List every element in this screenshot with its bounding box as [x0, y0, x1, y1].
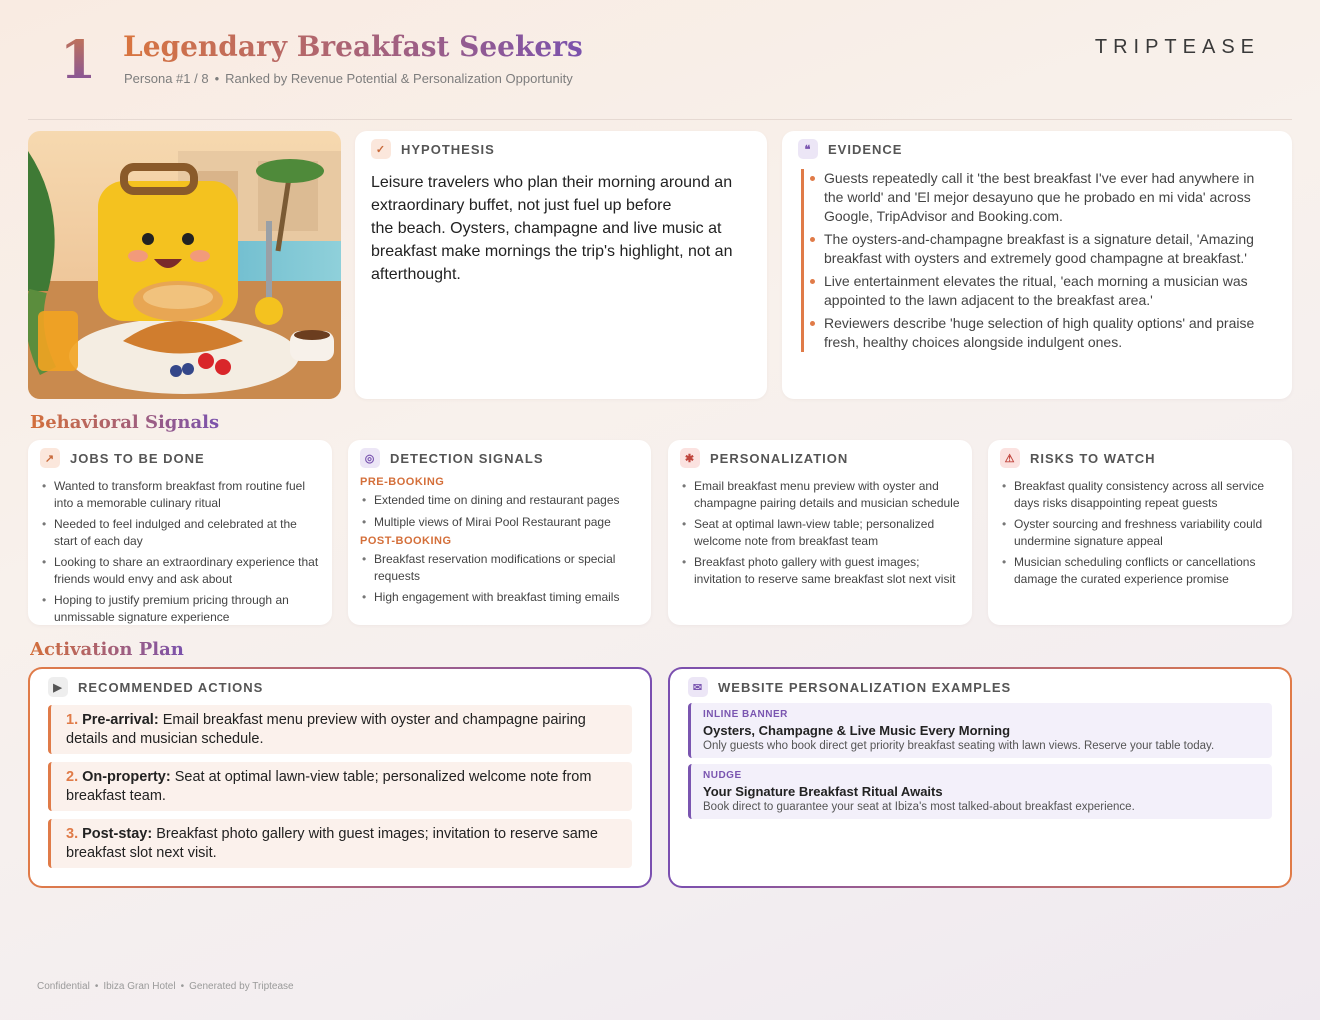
example-headline: Oysters, Champagne & Live Music Every Morning: [703, 723, 1011, 738]
activation-plan-title: Activation Plan: [30, 639, 184, 660]
page-header: [28, 24, 1292, 120]
action-item: [48, 819, 632, 868]
hypothesis-text: Leisure travelers who plan their morning around an extraordinary buffet, not just fuel up before the beach. Oysters, champagne and live music at breakfast make mornings the trip's highlight, not an afterthought.: [371, 174, 733, 283]
example-inline-banner: [688, 703, 1272, 758]
detection-label: DETECTION SIGNALS: [390, 450, 544, 466]
example-body: Only guests who book direct get priority breakfast seating with lawn views. Reserve your table today.: [703, 740, 1215, 752]
list-item: • Oyster sourcing and freshness variability could undermine signature appeal: [1000, 516, 1280, 549]
separator-dot: •: [180, 981, 185, 992]
pre-booking-list: [360, 492, 639, 530]
risks-label: RISKS TO WATCH: [1030, 450, 1156, 466]
hypothesis-card: [355, 131, 767, 399]
separator-dot: •: [94, 981, 99, 992]
action-text: Breakfast photo gallery with guest images; invitation to reserve same breakfast slot next visit.: [66, 826, 598, 861]
ranking-text: Ranked by Revenue Potential & Personalization Opportunity: [225, 71, 573, 86]
list-item: • Breakfast photo gallery with guest images; invitation to reserve same breakfast slot next visit: [680, 554, 960, 587]
persona-index: Persona #1 / 8: [124, 71, 209, 86]
jobs-card: [28, 440, 332, 625]
examples-label: WEBSITE PERSONALIZATION EXAMPLES: [718, 679, 1012, 695]
actions-header: [48, 677, 632, 697]
personalization-card: [668, 440, 972, 625]
action-item: [48, 762, 632, 811]
behavioral-signals-title: Behavioral Signals: [30, 412, 220, 433]
checkmark-icon: ✓: [371, 139, 391, 159]
actions-label: RECOMMENDED ACTIONS: [78, 679, 264, 695]
detection-card: [348, 440, 651, 625]
warning-icon: ⚠: [1000, 448, 1020, 468]
hypothesis-label: HYPOTHESIS: [401, 141, 495, 157]
list-item: • Multiple views of Mirai Pool Restaurant page: [360, 514, 639, 531]
list-item: • Musician scheduling conflicts or cancellations damage the curated experience promise: [1000, 554, 1280, 587]
examples-header: [688, 677, 1272, 697]
list-item: • Wanted to transform breakfast from routine fuel into a memorable culinary ritual: [40, 478, 320, 511]
quote-icon: ❝: [798, 139, 818, 159]
envelope-icon: ✉: [688, 677, 708, 697]
example-tag: NUDGE: [703, 770, 742, 781]
example-body: Book direct to guarantee your seat at Ibiza's most talked-about breakfast experience.: [703, 801, 1135, 813]
list-item: • Looking to share an extraordinary experience that friends would envy and ask about: [40, 554, 320, 587]
action-label: On-property:: [82, 769, 171, 785]
risks-card: [988, 440, 1292, 625]
action-label: Post-stay:: [82, 826, 153, 842]
list-item: • Seat at optimal lawn-view table; personalized welcome note from breakfast team: [680, 516, 960, 549]
footer-confidential: Confidential: [37, 981, 90, 992]
website-examples-box: [668, 667, 1292, 888]
example-headline: Your Signature Breakfast Ritual Awaits: [703, 784, 943, 799]
persona-illustration: [28, 131, 341, 399]
jobs-header: [40, 448, 320, 468]
personalization-header: [680, 448, 960, 468]
play-icon: ▶: [48, 677, 68, 697]
evidence-label: EVIDENCE: [828, 141, 903, 157]
post-booking-list: [360, 551, 639, 606]
list-item: • Email breakfast menu preview with oyster and champagne pairing details and musician schedule: [680, 478, 960, 511]
brand-logo: TRIPTEASE: [1094, 36, 1260, 58]
evidence-card: [782, 131, 1292, 399]
recommended-actions-box: [28, 667, 652, 888]
detection-header: [360, 448, 639, 468]
action-text: Seat at optimal lawn-view table; personalized welcome note from breakfast team.: [66, 769, 592, 804]
footer-generated: Generated by Triptease: [189, 981, 294, 992]
personalization-label: PERSONALIZATION: [710, 450, 849, 466]
footer-hotel: Ibiza Gran Hotel: [103, 981, 176, 992]
personalization-list: [680, 478, 960, 587]
hypothesis-header: [371, 139, 751, 159]
evidence-list: [801, 169, 1276, 352]
asterisk-icon: ✱: [680, 448, 700, 468]
post-booking-label: POST-BOOKING: [360, 535, 452, 547]
page-title: Legendary Breakfast Seekers: [123, 30, 583, 63]
target-icon: ◎: [360, 448, 380, 468]
arrow-up-right-icon: ↗: [40, 448, 60, 468]
persona-number: 1: [60, 30, 97, 91]
page-subtitle: [124, 71, 573, 86]
list-item: • Needed to feel indulged and celebrated at the start of each day: [40, 516, 320, 549]
list-item: • Breakfast quality consistency across all service days risks disappointing repeat guests: [1000, 478, 1280, 511]
action-item: [48, 705, 632, 754]
risks-list: [1000, 478, 1280, 587]
action-number: 2.: [66, 769, 79, 785]
action-text: Email breakfast menu preview with oyster and champagne pairing details and musician schedule.: [66, 712, 586, 747]
example-tag: INLINE BANNER: [703, 709, 788, 720]
list-item: • Hoping to justify premium pricing through an unmissable signature experience: [40, 592, 320, 625]
page-footer: [37, 981, 294, 992]
evidence-item: The oysters-and-champagne breakfast is a signature detail, 'Amazing breakfast with oysters and extremely good champagne at breakfast.': [824, 230, 1276, 268]
action-number: 3.: [66, 826, 79, 842]
list-item: • Extended time on dining and restaurant pages: [360, 492, 639, 509]
evidence-item: Live entertainment elevates the ritual, 'each morning a musician was appointed to the lawn adjacent to the breakfast area.': [824, 272, 1276, 310]
action-label: Pre-arrival:: [82, 712, 159, 728]
risks-header: [1000, 448, 1280, 468]
jobs-list: [40, 478, 320, 625]
pre-booking-label: PRE-BOOKING: [360, 476, 445, 488]
evidence-item: Reviewers describe 'huge selection of high quality options' and praise fresh, healthy choices alongside indulgent ones.: [824, 314, 1276, 352]
list-item: • High engagement with breakfast timing emails: [360, 589, 639, 606]
evidence-item: Guests repeatedly call it 'the best breakfast I've ever had anywhere in the world' and 'El mejor desayuno que he probado en mi vida' across Google, TripAdvisor and Booking.com.: [824, 169, 1276, 226]
list-item: • Breakfast reservation modifications or special requests: [360, 551, 639, 584]
separator-dot: •: [214, 71, 220, 86]
example-nudge: [688, 764, 1272, 819]
action-number: 1.: [66, 712, 79, 728]
breakfast-mascot-image: [28, 131, 341, 399]
evidence-header: [798, 139, 1276, 159]
jobs-label: JOBS TO BE DONE: [70, 450, 205, 466]
